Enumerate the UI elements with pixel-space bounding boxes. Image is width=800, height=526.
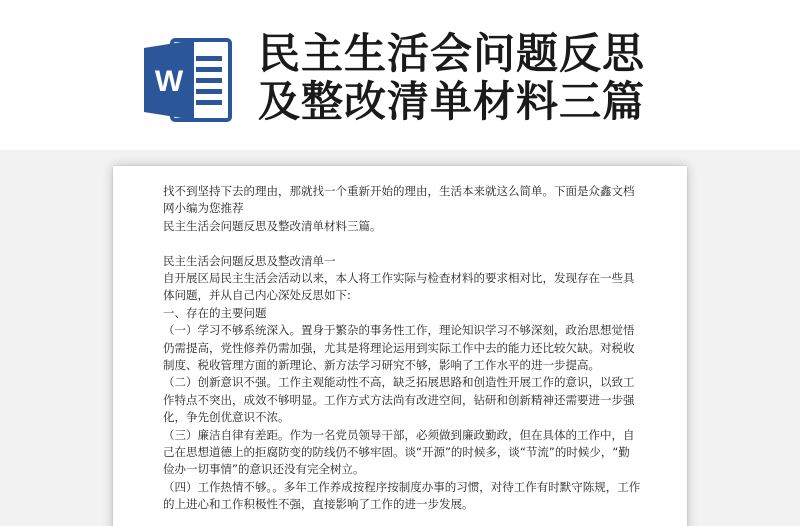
word-document-icon xyxy=(142,36,234,124)
word-logo-letter: W xyxy=(154,65,184,98)
body-paragraph: （三）廉洁自律有差距。作为一名党员领导干部，必须做到廉政勤政，但在具体的工作中，自己在思想道德上的拒腐防变的防线仍不够牢固。谈“开源”的时候多，谈“节流”的时候少，“勤俭办一切事情”的意识还没有完全树立。 xyxy=(163,427,635,477)
blank-line xyxy=(163,235,641,252)
body-paragraph: （二）创新意识不强。工作主观能动性不高，缺乏拓展思路和创造性开展工作的意识，以致工作特点不突出，成效不够明显。工作方式方法尚有改进空间，钻研和创新精神还需要进一步强化，争先创优意识不浓。 xyxy=(163,375,635,425)
title-line-2: 及整改清单材料三篇 xyxy=(258,77,646,126)
body-paragraph: （一）学习不够系统深入。置身于繁杂的事务性工作，理论知识学习不够深刻，政治思想觉悟仍需提高，党性修养仍需加强，尤其是将理论运用到实际工作中去的能力还比较欠缺。对税收制度、税收管理方面的新理论、新方法学习研究不够，影响了工作水平的进一步提高。 xyxy=(163,323,635,373)
document-page xyxy=(113,166,687,526)
document-body xyxy=(163,183,641,514)
header-banner xyxy=(0,0,800,150)
body-paragraph: （四）工作热情不够。。多年工作养成按程序按制度办事的习惯，对待工作有时默守陈规，工作的上进心和工作积极性不强，直接影响了工作的进一步发展。 xyxy=(163,479,641,512)
subsection-heading: 一、存在的主要问题 xyxy=(163,305,267,320)
intro-paragraph-end: 民主生活会问题反思及整改清单材料三篇。 xyxy=(163,218,382,233)
page-title xyxy=(258,30,778,126)
section-heading: 民主生活会问题反思及整改清单一 xyxy=(163,253,336,268)
body-paragraph: 自开展区局民主生活会活动以来，本人将工作实际与检查材料的要求相对比，发现存在一些具体问题，并从自己内心深处反思如下: xyxy=(163,271,635,303)
title-line-1: 民主生活会问题反思 xyxy=(258,29,646,78)
intro-paragraph: 找不到坚持下去的理由，那就找一个重新开始的理由，生活本来就这么简单。下面是众鑫文档网小编为您推荐 xyxy=(163,184,635,216)
